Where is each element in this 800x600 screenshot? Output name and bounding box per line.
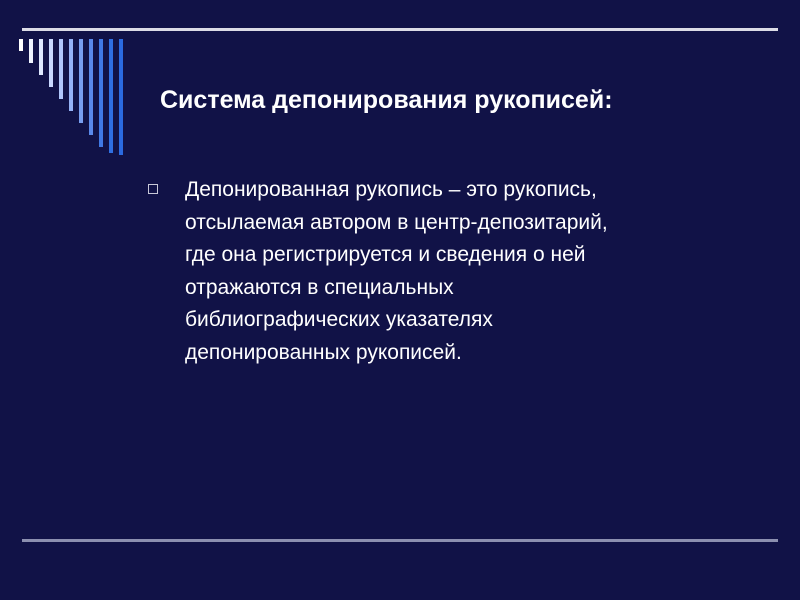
bottom-divider: [22, 539, 778, 542]
bullet-line: отражаются в специальных: [185, 275, 454, 299]
deco-bar: [59, 39, 63, 99]
deco-bar: [39, 39, 43, 75]
bullet-line: депонированных рукописей.: [185, 340, 462, 364]
slide-title: Система депонирования рукописей:: [160, 86, 613, 114]
deco-bar: [69, 39, 73, 111]
deco-bar: [79, 39, 83, 123]
decorative-bars-graphic: [0, 0, 150, 160]
bullet-line: библиографических указателях: [185, 308, 493, 331]
deco-bar: [89, 39, 93, 135]
bullet-text: [185, 174, 745, 369]
bullet-line: где она регистрируется и сведения о ней: [185, 243, 586, 266]
deco-bar: [19, 39, 23, 51]
deco-bar: [99, 39, 103, 147]
deco-bar: [29, 39, 33, 63]
deco-bar: [119, 39, 123, 155]
bullet-line: Депонированная рукопись – это рукопись,: [185, 178, 597, 201]
bullet-line: отсылаемая автором в центр-депозитарий,: [185, 210, 608, 234]
square-bullet-icon: [148, 184, 158, 194]
deco-bar: [109, 39, 113, 153]
deco-bar: [49, 39, 53, 87]
